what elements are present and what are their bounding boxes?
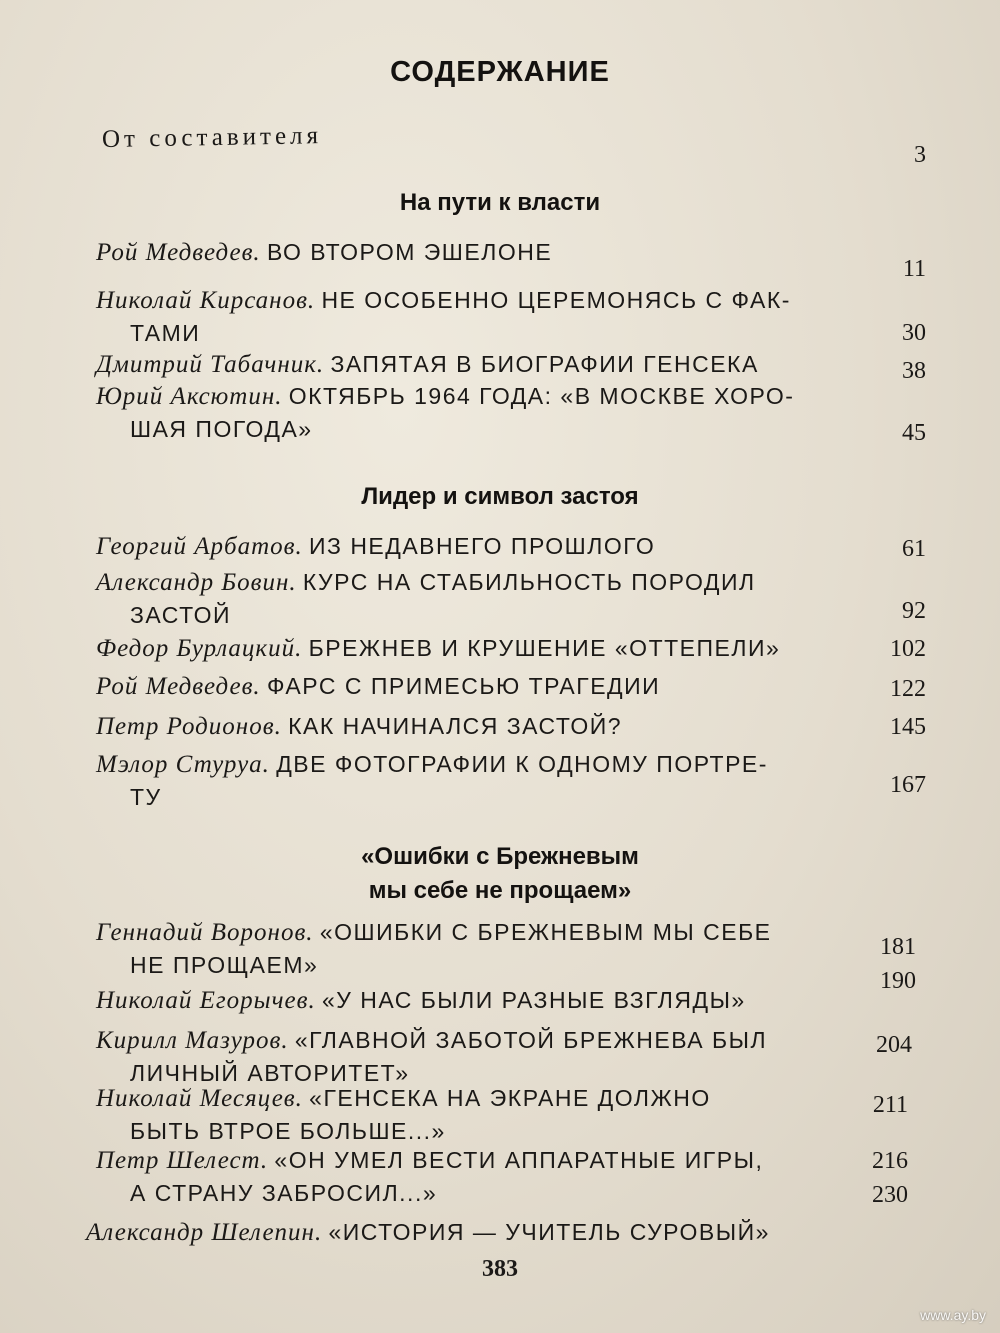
entry-title-continued: ЛИЧНЫЙ АВТОРИТЕТ» (130, 1060, 410, 1086)
entry-title-continued: БЫТЬ ВТРОЕ БОЛЬШЕ...» (130, 1118, 446, 1144)
entry-title: ЗАПЯТАЯ В БИОГРАФИИ ГЕНСЕКА (330, 351, 759, 377)
entry-title: ДВЕ ФОТОГРАФИИ К ОДНОМУ ПОРТРЕ- (276, 751, 768, 777)
entry-page-number: 167 (890, 772, 926, 798)
section-heading (0, 186, 1000, 220)
entry-author: Николай Кирсанов. (96, 287, 316, 314)
entry-page-number: 190 (880, 968, 916, 994)
entry-author: Федор Бурлацкий. (96, 635, 303, 662)
entry-title: БРЕЖНЕВ И КРУШЕНИЕ «ОТТЕПЕЛИ» (308, 635, 781, 661)
entry-author: Николай Месяцев. (96, 1085, 303, 1112)
toc-entry (96, 1144, 836, 1209)
entry-title: ОКТЯБРЬ 1964 ГОДА: «В МОСКВЕ ХОРО- (288, 383, 795, 409)
section-heading-line: «Ошибки с Брежневым (361, 843, 639, 870)
entry-title-continued: ТАМИ (130, 320, 201, 346)
entry-author: Дмитрий Табачник. (96, 351, 325, 378)
entry-title: «ГЕНСЕКА НА ЭКРАНЕ ДОЛЖНО (309, 1085, 711, 1111)
entry-author: Николай Егорычев. (96, 987, 316, 1014)
toc-entry (96, 748, 836, 813)
intro-page-number: 3 (914, 142, 926, 168)
toc-entry (86, 1216, 846, 1249)
intro-label: От составителя (101, 122, 323, 153)
entry-title: «ОН УМЕЛ ВЕСТИ АППАРАТНЫЕ ИГРЫ, (274, 1147, 764, 1173)
toc-entry (96, 916, 836, 981)
entry-page-number: 45 (902, 420, 926, 446)
section-heading-line: мы себе не прощаем» (368, 877, 632, 904)
entry-title: «У НАС БЫЛИ РАЗНЫЕ ВЗГЛЯДЫ» (321, 987, 746, 1013)
section-heading-line: Лидер и символ застоя (361, 483, 639, 510)
entry-author: Александр Бовин. (96, 569, 297, 596)
toc-entry (96, 380, 836, 445)
toc-entry (96, 566, 836, 631)
entry-author: Рой Медведев. (96, 239, 261, 266)
entry-page-number: 211 (872, 1092, 908, 1118)
toc-entry (96, 984, 836, 1017)
entry-page-number: 92 (902, 598, 926, 624)
entry-author: Петр Родионов. (96, 713, 282, 740)
entry-title: НЕ ОСОБЕННО ЦЕРЕМОНЯСЬ С ФАК- (321, 287, 791, 313)
toc-entry (96, 284, 836, 349)
entry-author: Мэлор Стуруа. (96, 751, 270, 778)
watermark: www.ay.by (920, 1307, 986, 1323)
entry-author: Геннадий Воронов. (96, 919, 314, 946)
page-title: СОДЕРЖАНИЕ (390, 56, 610, 88)
toc-entry (96, 1082, 836, 1147)
entry-page-number: 30 (902, 320, 926, 346)
section-heading-line: На пути к власти (399, 189, 601, 216)
entry-title-continued: А СТРАНУ ЗАБРОСИЛ...» (130, 1180, 438, 1206)
entry-title-continued: ШАЯ ПОГОДА» (130, 416, 313, 442)
entry-title: ФАРС С ПРИМЕСЬЮ ТРАГЕДИИ (266, 673, 661, 699)
entry-page-number: 122 (890, 676, 926, 702)
entry-page-number: 181 (880, 934, 916, 960)
entry-title-continued: ЗАСТОЙ (130, 602, 232, 628)
entry-author: Александр Шелепин. (86, 1219, 323, 1246)
entry-page-number: 38 (902, 358, 926, 384)
entry-title: «ОШИБКИ С БРЕЖНЕВЫМ МЫ СЕБЕ (319, 919, 772, 945)
entry-page-number: 145 (890, 714, 926, 740)
entry-page-number: 61 (902, 536, 926, 562)
toc-entry (96, 710, 836, 743)
entry-title: КАК НАЧИНАЛСЯ ЗАСТОЙ? (288, 713, 623, 739)
entry-author: Юрий Аксютин. (96, 383, 283, 410)
toc-entry (96, 1024, 836, 1089)
entry-title: ИЗ НЕДАВНЕГО ПРОШЛОГО (309, 533, 656, 559)
entry-title-continued: ТУ (130, 784, 162, 810)
toc-entry (96, 670, 836, 703)
entry-title: «ИСТОРИЯ — УЧИТЕЛЬ СУРОВЫЙ» (328, 1219, 770, 1245)
entry-page-number: 11 (902, 256, 926, 282)
section-heading (0, 480, 1000, 514)
toc-entry (96, 632, 836, 665)
entry-author: Георгий Арбатов. (96, 533, 303, 560)
section-heading (0, 840, 1000, 908)
toc-entry (96, 348, 836, 381)
entry-page-number: 230 (872, 1182, 908, 1208)
entry-title: КУРС НА СТАБИЛЬНОСТЬ ПОРОДИЛ (302, 569, 756, 595)
page-folio: 383 (482, 1256, 518, 1282)
entry-title: «ГЛАВНОЙ ЗАБОТОЙ БРЕЖНЕВА БЫЛ (294, 1027, 768, 1053)
entry-page-number: 102 (890, 636, 926, 662)
entry-title: ВО ВТОРОМ ЭШЕЛОНЕ (266, 239, 553, 265)
toc-entry (96, 530, 836, 563)
toc-entry (96, 236, 836, 269)
entry-author: Петр Шелест. (96, 1147, 269, 1174)
entry-title-continued: НЕ ПРОЩАЕМ» (130, 952, 319, 978)
entry-author: Кирилл Мазуров. (96, 1027, 289, 1054)
entry-page-number: 216 (872, 1148, 908, 1174)
entry-author: Рой Медведев. (96, 673, 261, 700)
entry-page-number: 204 (876, 1032, 912, 1058)
